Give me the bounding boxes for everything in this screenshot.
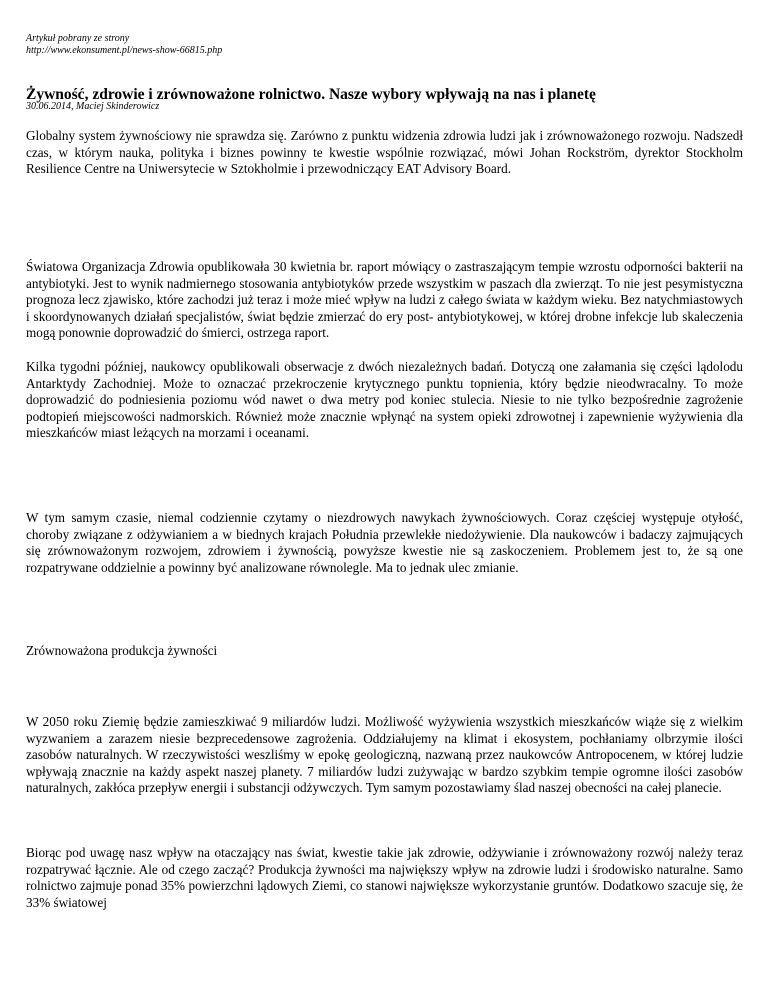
paragraph: W tym samym czasie, niemal codziennie czytamy o niezdrowych nawykach żywnościowych. Coraz częściej występuje otyłość, choroby związane z odżywianiem a w biednych krajach Południa przewlekłe niedożywienie. Dla naukowców i badaczy zajmujących się zrównoważonym rozwojem, zdrowiem i żywnością, powyższe kwestie nie są zaskoczeniem. Problemem jest to, że są one rozpatrywane oddzielnie a powinny być analizowane równolegle. Ma to jednak ulec zmianie. (26, 510, 743, 575)
section-heading: Zrównoważona produkcja żywności (26, 643, 218, 658)
source-note (26, 33, 222, 57)
source-label: Artykuł pobrany ze strony (26, 33, 130, 44)
article-title: Żywność, zdrowie i zrównoważone rolnictwo. Nasze wybory wpływają na nas i planetę (26, 86, 596, 103)
paragraph: Światowa Organizacja Zdrowia opublikowała 30 kwietnia br. raport mówiący o zastraszającym tempie wzrostu odporności bakterii na antybiotyki. Jest to wynik nadmiernego stosowania antybiotyków przede wszystkim w paszach dla zwierząt. To nie jest pesymistyczna prognoza lecz zjawisko, które zachodzi już teraz i może mieć wpływ na ludzi z całego świata w każdym wieku. Bez natychmiastowych i skoordynowanych działań specjalistów, świat będzie zmierzać do ery post- antybiotykowej, w której drobne infekcje lub skaleczenia mogą ponownie doprowadzić do śmierci, ostrzega raport. (26, 259, 743, 340)
paragraph: Kilka tygodni później, naukowcy opublikowali obserwacje z dwóch niezależnych badań. Dotyczą one załamania się części lądolodu Antarktydy Zachodniej. Może to oznaczać przekroczenie krytycznego punktu topnienia, który będzie nieodwracalny. To może doprowadzić do podniesienia poziomu wód nawet o dwa metry pod koniec stulecia. Niesie to nie tylko bezpośrednie zagrożenie podtopień miejscowości nadmorskich. Również może znacznie wpłynąć na system opieki zdrowotnej i zapewnienie wyżywienia dla mieszkańców miast leżących na morzami i oceanami. (26, 359, 743, 440)
paragraph: Biorąc pod uwagę nasz wpływ na otaczający nas świat, kwestie takie jak zdrowie, odżywianie i zrównoważony rozwój należy teraz rozpatrywać łącznie. Ale od czego zacząć? Produkcja żywności ma największy wpływ na zdrowie ludzi i środowisko naturalne. Samo rolnictwo zajmuje ponad 35% powierzchni lądowych Ziemi, co stanowi największe wykorzystanie gruntów. Dodatkowo szacuje się, że 33% światowej (26, 845, 743, 910)
article-byline: 30.06.2014, Maciej Skinderowicz (26, 101, 160, 112)
paragraph: Globalny system żywnościowy nie sprawdza się. Zarówno z punktu widzenia zdrowia ludzi jak i zrównoważonego rozwoju. Nadszedł czas, w którym nauka, polityka i biznes powinny te kwestie wspólnie rozwiązać, mówi Johan Rockström, dyrektor Stockholm Resilience Centre na Uniwersytecie w Sztokholmie i przewodniczący EAT Advisory Board. (26, 128, 743, 176)
source-url: http://www.ekonsument.pl/news-show-66815.php (26, 45, 223, 56)
paragraph: W 2050 roku Ziemię będzie zamieszkiwać 9 miliardów ludzi. Możliwość wyżywienia wszystkich mieszkańców wiąże się z wielkim wyzwaniem a zarazem niesie bezprecedensowe zagrożenia. Oddziałujemy na klimat i ekosystem, pochłaniamy olbrzymie ilości zasobów naturalnych. W rzeczywistości weszliśmy w epokę geologiczną, nazwaną przez naukowców Antropocenem, w której ludzie wpływają znacznie na każdy aspekt naszej planety. 7 miliardów ludzi zużywając w bardzo szybkim tempie ogromne ilości zasobów naturalnych, zakłóca przepływ energii i substancji odżywczych. Tym samym pozostawiamy ślad naszej obecności na całej planecie. (26, 714, 743, 795)
